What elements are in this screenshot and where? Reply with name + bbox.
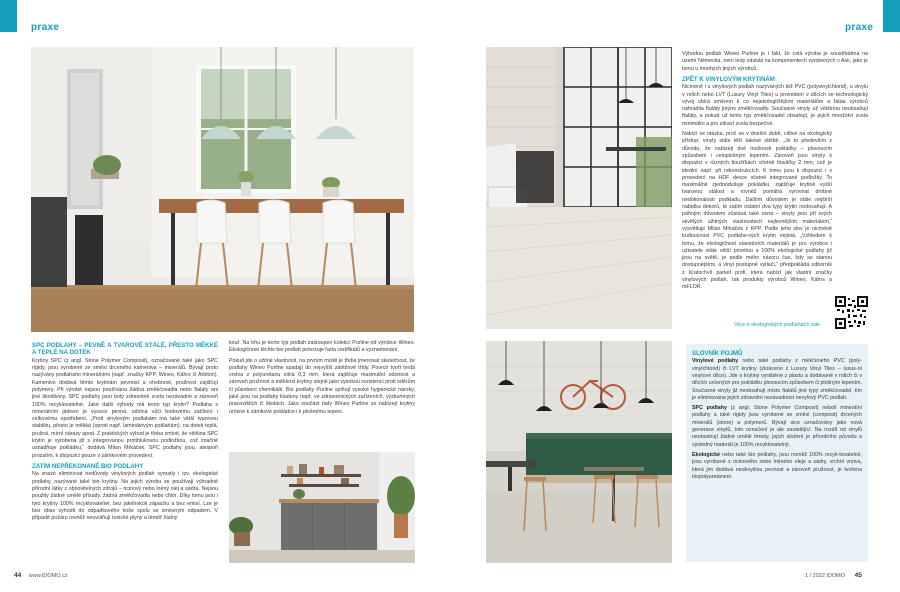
bio-floors-paragraph: Na snaze eliminovat nedůvody vinylových podlah vyrostly i tzv. ekologické podlahy, nazývané také bio krytiny. Na jejich výrobu se používají výhradně přírodní látky z obnovitelných zdrojů – ricinový nebo lněný olej a sádra. Nejsou použity žádné umělé přísady, žádná změkčovadla nebo chlór. Díky tomu jsou i tyto krytiny 100% recyklovatelné, bez jakéhokoli zápachu a bez emisí. Lze je bez obav vyhodit do odpadkového koše spolu se směsným odpadem. V případě požáru rovněž neuvolňují toxické plyny a téměř žádný — [32, 471, 218, 522]
left-accent-tab — [0, 0, 17, 32]
bio-floors-heading: ZATÍM NEPŘEKONANÉ BIO PODLAHY — [32, 462, 144, 470]
right-page-number: 45 — [854, 572, 862, 579]
white-floor-room-photo — [486, 47, 672, 329]
eco-floors-link[interactable]: Více o ekologických podlahách zde — [734, 322, 820, 328]
cafe-bicycle-photo — [486, 341, 672, 563]
wineo-production-paragraph: Výhodou podlah Wineo Purline je i fakt, že celá výroba je soustředěna na území Německa, není tedy závislá na komponentech vyrobených v Asii, jako je tomu u mnohých jiných výrobců. — [682, 51, 868, 72]
right-text-column — [682, 51, 868, 295]
glossary-term-vinyl: Vinylové podlahy — [692, 358, 739, 365]
left-page-number: 44 — [14, 572, 22, 579]
left-text-column-2 — [229, 340, 415, 419]
vinyl-heading: ZPĚT K VINYLOVÝM KRYTINÁM — [682, 75, 775, 83]
right-accent-tab — [883, 0, 900, 32]
bio-floors-continued-paragraph: kouř. Na trhu je tento typ podlah zastoupen kolekcí Purline od výrobce Wineo. Ekologičnost těchto bio podlah potvrzuje řada certifikátů a vyznamenání. — [229, 340, 415, 354]
qr-code-icon[interactable] — [835, 296, 868, 329]
spc-floors-paragraph: Krytiny SPC (z angl. Stone Polymer Composit), označované také jako SPC rigidy, jsou vyrobené ze směsi drceného kameniva – minerálů. Bývají proto nazývány podlahami minerálními (např. značky KPP, Wineo, Kährs či Arbiton). Kamenivo dodává těmto krytinám pevnost a ohebnost, pružnost zajišťují polymery. Při výrobě nejsou používána žádná změkčovadla nebo ftaláty ani jiné škodliviny. SPC podlahy jsou tedy zdravotně zcela nezávadné a zároveň 100% recyklovatelné. Jaké další výhody má tento typ krytin? Podlaha s minerálním jádrem je vysoce pevná, odolná vůči bodovému zatížení i celkovému opotřebení. „Proti vinylovým podlahám má také větší tvarovou stabilitu, přesto je měkká (oproti např. laminátovým podlahám), na dotek teplá, pružná, mírní nárazy apod. Z praktických výhod je třeba zmínit, že většina SPC krytin je vyrobena již s integrovanou protihlukovou podložkou, což značně usnadňuje pokládku,“ dodává Milan Mrkáček. SPC podlahy jsou, alespoň prozatím, k dispozici pouze v zámkovém provedení. — [32, 357, 218, 459]
glossary-term-spc: SPC podlahy — [692, 405, 727, 412]
glossary-def-vinyl: nebo také podlahy z měkčeného PVC (poly-vinylchlorid) či LVT krytiny (zkráceno z Luxury Vinyl Tiles – luxus-ní vinylové dílce). Jde o krytiny vyráběné z plastu a dodávané v rolích či v dílcích určených pro pokládku plovoucím způsobem či plošným lepením. Současné vinyly již neobsahují místo ftalátů jiné typy změkčovadel, tím je eliminována jejich zdravotní nezávadnost nevylový PVC podlah. — [692, 358, 862, 401]
glossary-def-spc: (z angl. Stone Polymer Composit) neboli minerální podlahy a také rigidy jsou vyrobené ze směsi (composit) drcených minerálů (stone) a polymerů. Bývají sice označovány jako nová generace vinylů, toto označení je ale zavádějící. Na rozdíl od vinylů neobsahují žádné umělé hmoty, jejich složení je přírodního původu a výsledný materiál je 100% recyklovatelný. — [692, 405, 863, 448]
glossary-entry-vinyl — [692, 358, 862, 402]
glossary-entry-eco — [692, 452, 862, 481]
spc-floors-heading: SPC PODLAHY – PEVNĚ A TVAROVĚ STÁLÉ, PŘESTO MĚKKÉ A TEPLÉ NA DOTEK — [32, 342, 218, 357]
left-footer — [14, 572, 68, 579]
vinyl-popularity-paragraph: Nabízí se otázka, proč se v dnešní době, citlivé na ekologický přístup, vinyly stále těší takové oblibě. „Je to především z důvodu, že nabízejí dvě možnosti pokládky – plovoucím způsobem i celoplošným lepením. Zároveň jsou vinyly k dispozici v různých tloušťkách včetně tloušťky 2 mm, což je ideální např. při rekonstrukcích. K tomu jsou k dispozici i v provedení na HDF desce včetně integrované podložky. To maximálně zjednodušuje pokládku, zajišťuje krytině vyšší tvarovou stálost a rovněž pomáhá vyrovnat drobné nedokonalosti podkladu. Dalším důvodem je stále nejširší nabídka dekorů, té zatím ostatní dva typy krytin nedosahují. A páňným důvodem zůstává také cena – vinyly jsou při svých skvělých užitných vlastnostech nejlevnějším materiálem,“ vysvětluje Milan Mrkáček z KPP. Podle jeho slov je nicméně budoucnost PVC podlaho-vých krytin nejistá. „Vzhledem k tomu, že ekologičnost stavebních materiálů je pro výrobce i uživatele stále větší prioritou a 100% ekologické podlahy již jsou na světě, je podle mého názoru čas, kdy se stanou dostupnějšími, a vinyl postupně vytlačí,“ předpokládá odborník z Kratochvíl parket profi, která nabízí jak vlastní značky vinylových podlah, tak produkty výrobců Wineo, Kährs a mFLOR. — [682, 131, 832, 291]
left-section-label: praxe — [31, 22, 60, 33]
left-text-column-1 — [32, 340, 218, 525]
glossary-sidebar — [686, 344, 868, 562]
kitchen-cabinet-photo — [229, 452, 415, 563]
right-footer-issue: 1 / 2022 IDOMO — [805, 573, 846, 579]
right-footer — [805, 572, 862, 579]
glossary-entry-spc — [692, 405, 862, 449]
glossary-title: SLOVNÍK POJMŮ — [692, 350, 743, 357]
dining-room-photo — [31, 47, 414, 332]
bio-floors-properties-paragraph: Pokud jde o užitné vlastnosti, na prvním místě je třeba jmenovat skutečnost, že podlahy Wineo Purline spadají do nejvyšší zátěžové třídy. Povrch tvoří tvrdá vrstva z polyuretanu silná 0,3 mm, která zajišťuje maximální odolnost a zároveň pružnost a měkkost krytiny stejně jako vysokou rezistenci proti oděrům či působení chemikálií. Bio podlahy Purline splňují vysoké hygienické nároky, jaké jsou na podlahy kladeny např. ve zdravotnických zařízeních, výzkumných pracovištích či školách. Jako součást řady Wineo Purline se nabízejí krytiny určené k zámkové pokládce i k plošnému lepení. — [229, 357, 415, 415]
left-footer-site: www.IDOMO.cz — [28, 573, 68, 579]
right-section-label: praxe — [845, 22, 874, 33]
glossary-def-eco: nebo také bio podlahy, jsou rovněž 100% recyk-lovatelné, jsou vyrobené z ricinového nebo lněného oleje a sádry, vrchní vrstva, která jim dodává neobvyklou pevnost a zároveň pružnost, je tvořena biopolyuretanem. — [692, 451, 862, 480]
vinyl-intro-paragraph: Nicméně i u vinylových podlah nazývaných též PVC (polyvinylchlorid), u vinylu v rolích nebo LVT (Luxury Vinyl Tiles) u provedení v dílcích se technologický vývoj ubírá směrem k co nejekologičtějším materiálům a fatáa výrobců náhradila ftaláty jinými změkčovadly. Současné vinyly už většinou neobsahují ftaláty, a pokud už tento typ změkčovadel obsahují, je jejich množství zcela minimální a pro zdraví zcela bezpečné. — [682, 84, 868, 127]
glossary-term-eco: Ekologické — [692, 451, 720, 458]
